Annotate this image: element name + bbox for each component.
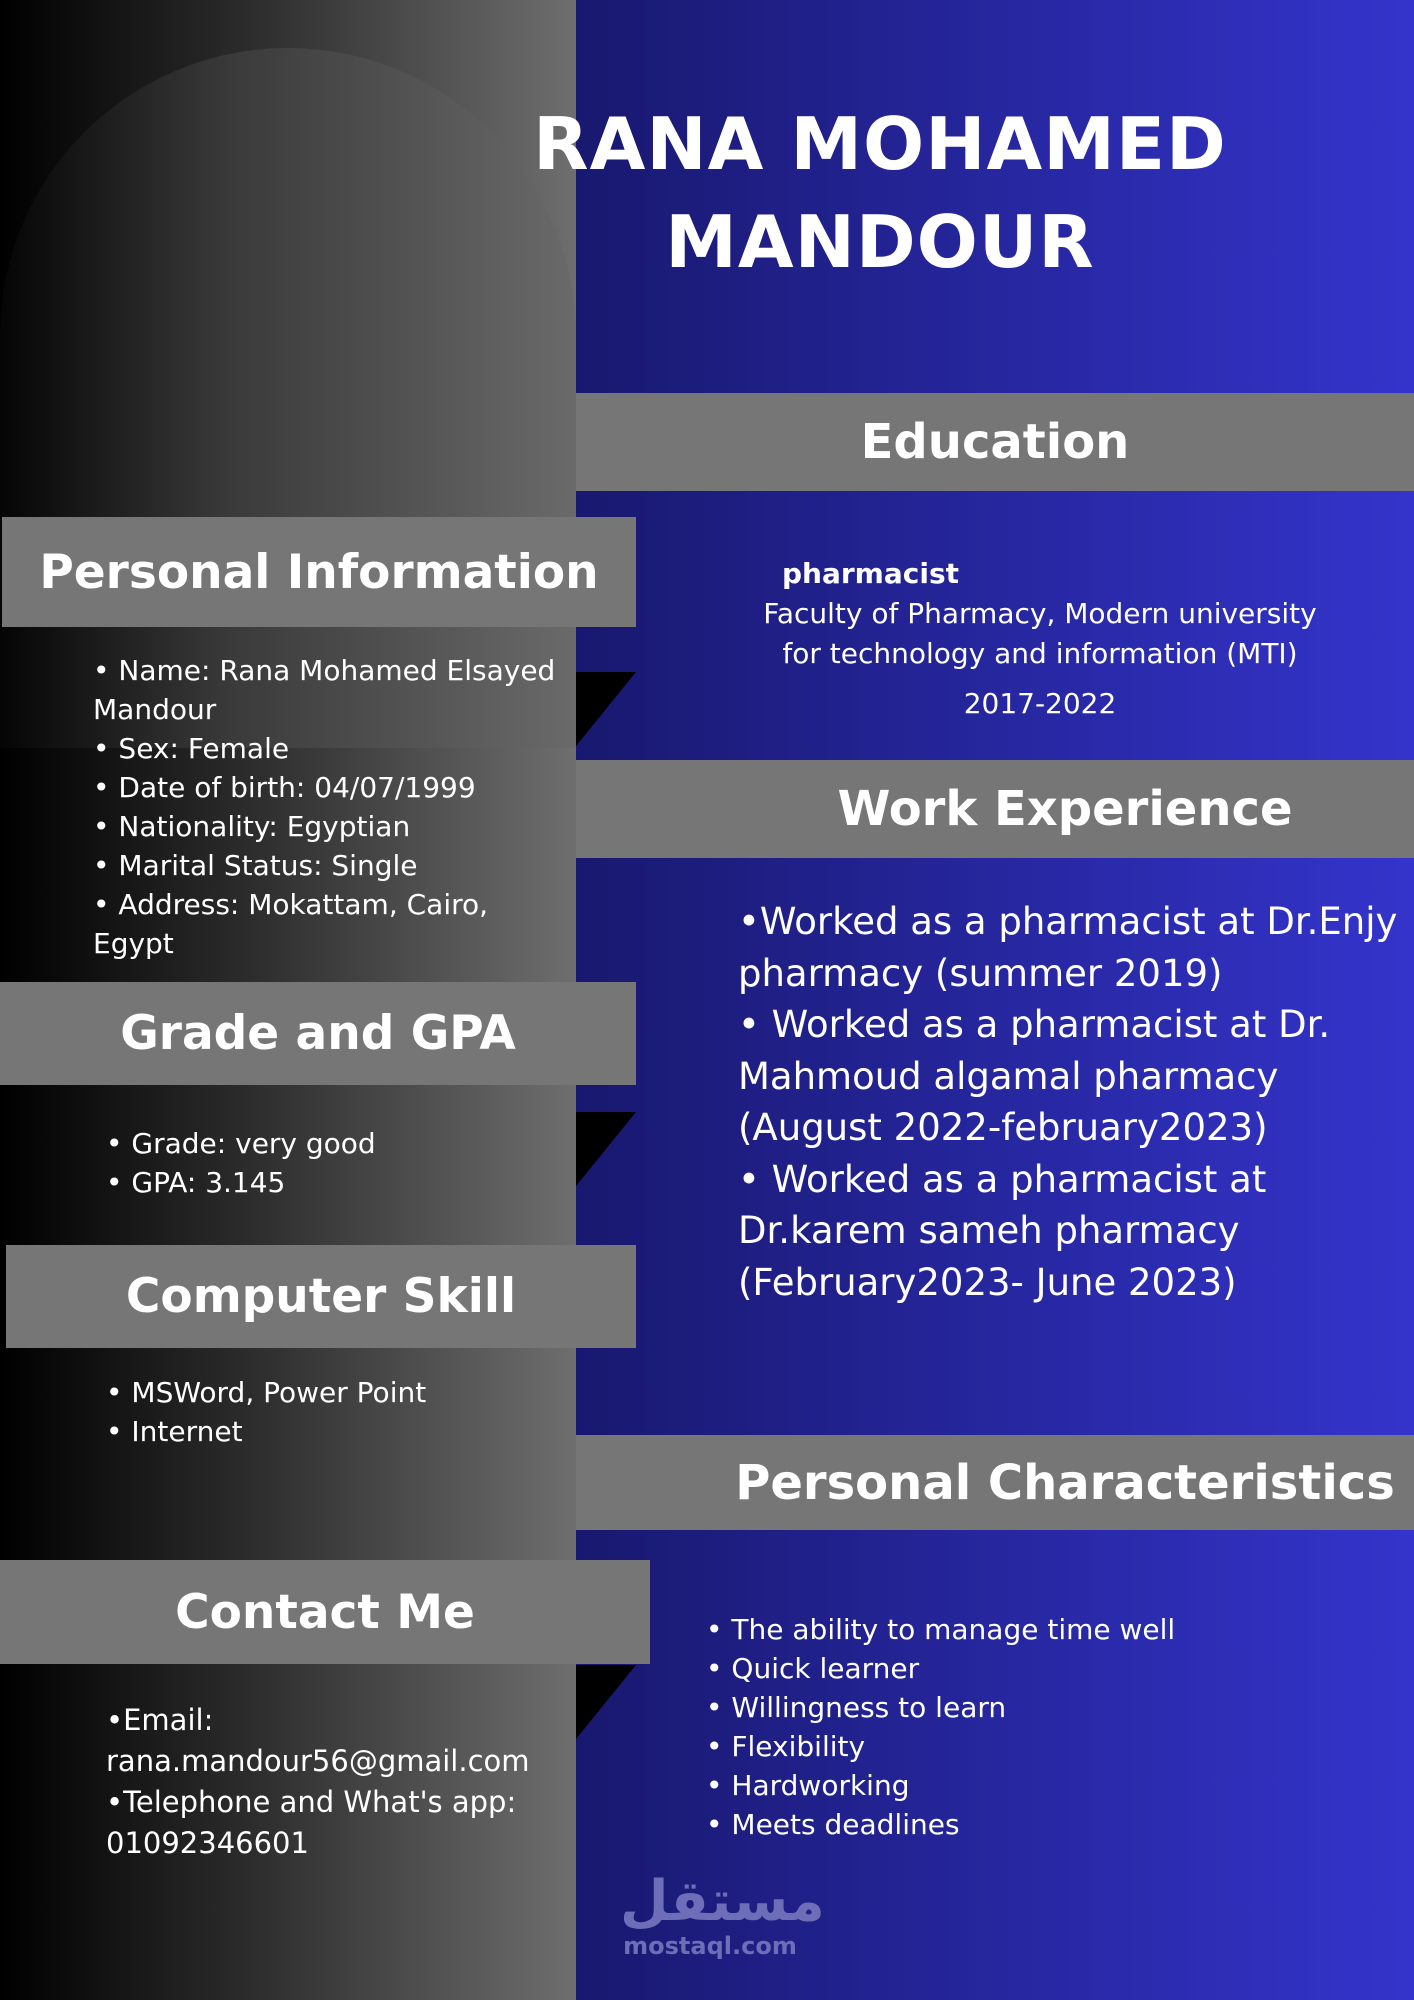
personal-info-list xyxy=(93,651,573,963)
list-item: • GPA: 3.145 xyxy=(106,1166,286,1199)
contact-me-heading: Contact Me xyxy=(0,1560,650,1664)
notch-decoration xyxy=(576,1665,636,1739)
list-item: Dr.karem sameh pharmacy xyxy=(738,1209,1240,1252)
list-item: Mahmoud algamal pharmacy xyxy=(738,1054,1279,1098)
education-degree: pharmacist xyxy=(782,557,959,590)
mostaql-watermark-logo xyxy=(620,1869,825,1960)
education-details xyxy=(740,554,1340,724)
grade-list xyxy=(106,1124,566,1202)
notch-decoration xyxy=(576,672,636,746)
education-years: 2017-2022 xyxy=(963,687,1117,720)
list-item: • Willingness to learn xyxy=(706,1691,1007,1724)
list-item: • Meets deadlines xyxy=(706,1808,960,1841)
education-heading: Education xyxy=(576,393,1414,491)
education-faculty-line-2: for technology and information (MTI) xyxy=(782,637,1298,670)
list-item: • Grade: very good xyxy=(106,1127,376,1160)
computer-skills-list xyxy=(106,1373,566,1451)
arch-shape xyxy=(0,48,576,748)
list-item: •Email: xyxy=(106,1703,214,1737)
list-item: • Flexibility xyxy=(706,1730,866,1763)
work-experience-list xyxy=(738,896,1398,1308)
list-item: • Worked as a pharmacist at Dr. xyxy=(738,1003,1331,1046)
list-item: • Name: Rana Mohamed Elsayed xyxy=(93,654,556,687)
education-faculty-line-1: Faculty of Pharmacy, Modern university xyxy=(763,597,1317,630)
list-item: • Date of birth: 04/07/1999 xyxy=(93,771,476,804)
personal-characteristics-heading: Personal Characteristics xyxy=(576,1435,1414,1530)
watermark-latin-text: mostaql.com xyxy=(623,1932,797,1960)
list-item: Egypt xyxy=(93,927,174,960)
list-item: (February2023- June 2023) xyxy=(738,1260,1237,1304)
list-item: • Marital Status: Single xyxy=(93,849,418,882)
list-item: • Hardworking xyxy=(706,1769,910,1802)
list-item: (August 2022-february2023) xyxy=(738,1106,1268,1149)
watermark-arabic-text: مستقل xyxy=(620,1869,825,1934)
name-header xyxy=(520,95,1240,291)
computer-skill-heading: Computer Skill xyxy=(6,1245,636,1348)
list-item: •Worked as a pharmacist at Dr.Enjy xyxy=(738,900,1398,943)
list-item: • Nationality: Egyptian xyxy=(93,810,411,843)
personal-information-heading: Personal Information xyxy=(2,517,636,627)
list-item: pharmacy (summer 2019) xyxy=(738,951,1223,995)
name-line-1: RANA MOHAMED xyxy=(533,102,1227,186)
list-item: • Sex: Female xyxy=(93,732,290,765)
contact-email: rana.mandour56@gmail.com xyxy=(106,1744,530,1778)
list-item: • The ability to manage time well xyxy=(706,1613,1176,1646)
list-item: • Internet xyxy=(106,1415,243,1448)
list-item: Mandour xyxy=(93,693,217,726)
list-item: • MSWord, Power Point xyxy=(106,1376,427,1409)
contact-phone: 01092346601 xyxy=(106,1826,309,1860)
list-item: •Telephone and What's app: xyxy=(106,1785,517,1819)
list-item: • Quick learner xyxy=(706,1652,920,1685)
contact-list xyxy=(106,1700,576,1864)
grade-gpa-heading: Grade and GPA xyxy=(0,982,636,1085)
work-experience-heading: Work Experience xyxy=(576,760,1414,858)
notch-decoration xyxy=(576,1112,636,1186)
characteristics-list xyxy=(706,1610,1306,1844)
name-line-2: MANDOUR xyxy=(665,200,1095,284)
list-item: • Worked as a pharmacist at xyxy=(738,1157,1267,1201)
list-item: • Address: Mokattam, Cairo, xyxy=(93,888,489,921)
